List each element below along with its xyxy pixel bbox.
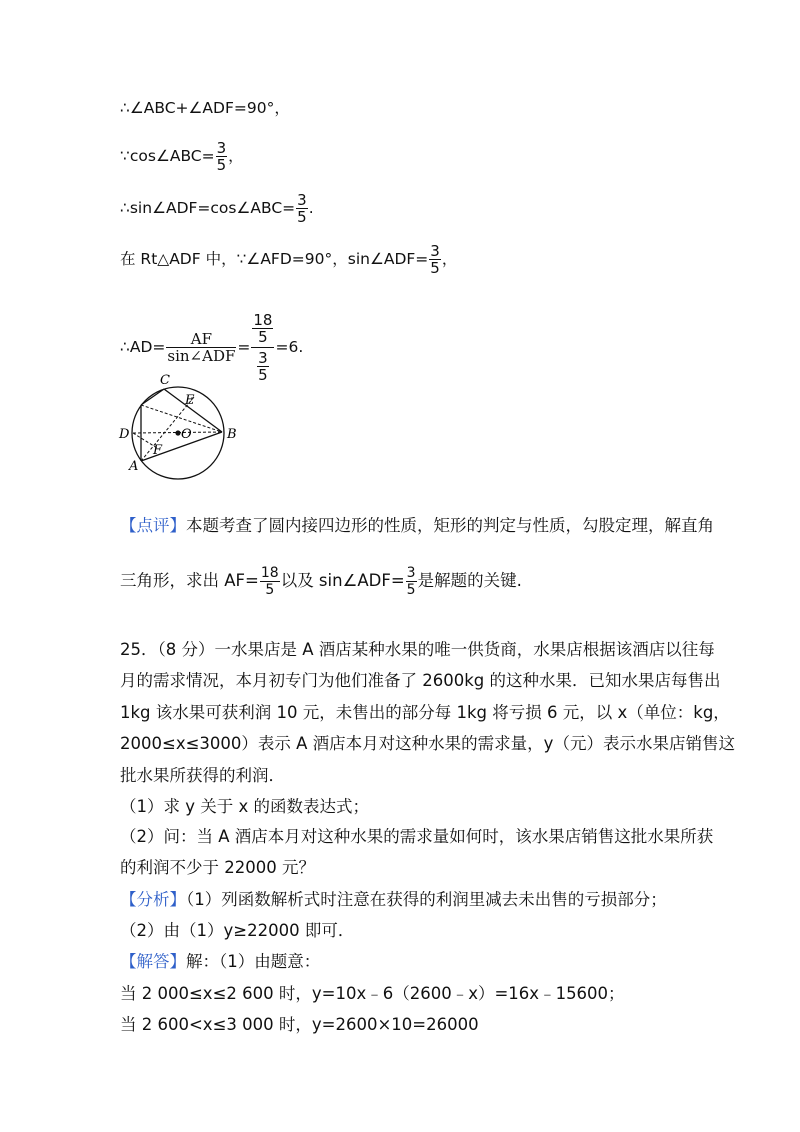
line-rt-triangle (120, 243, 457, 276)
label-e: E (185, 393, 195, 408)
text: 解：（1）由题意： (186, 952, 321, 971)
numerator: 18 (260, 565, 279, 581)
numerator: 3 (406, 565, 416, 581)
problem-line-2: 月的需求情况，本月初专门为他们准备了 2600kg 的这种水果．已知水果店每售出 (120, 671, 721, 690)
numerator: 3 (430, 242, 440, 260)
fraction (296, 192, 308, 225)
problem-line-3: 1kg 该水果可获利润 10 元，未售出的部分每 1kg 将亏损 6 元，以 x（单位：kg， (120, 703, 730, 722)
text: ， (228, 147, 244, 165)
fraction (216, 140, 228, 173)
numerator: AF (190, 330, 213, 348)
text: ∴sin∠ADF=cos∠ABC= (120, 199, 296, 217)
analysis-line-2: （2）由（1）y≥22000 即可． (120, 921, 355, 940)
answer-line-3: 当 2 600<x≤3 000 时，y=2600×10=26000 (120, 1015, 479, 1034)
label-c: C (160, 373, 170, 388)
line-cos-abc (120, 140, 244, 173)
text: （1）列函数解析式时注意在获得的利润里减去未出售的亏损部分； (186, 890, 667, 909)
fraction-af-over-sin (166, 331, 236, 364)
analysis-tag: 【分析】 (120, 890, 186, 909)
fraction (406, 565, 417, 598)
denominator: 5 (258, 366, 268, 384)
question-2-line-2: 的利润不少于 22000 元？ (120, 858, 315, 877)
text: ， (441, 250, 458, 268)
text: 三角形，求出 AF= (120, 571, 259, 590)
text: =6. (275, 338, 304, 356)
analysis-line-1 (120, 890, 667, 910)
text: 在 Rt△ADF 中，∵∠AFD=90°，sin∠ADF= (120, 250, 429, 268)
text: 本题考查了圆内接四边形的性质，矩形的判定与性质，勾股定理，解直角 (186, 516, 714, 535)
label-f: F (153, 443, 163, 458)
denominator: 5 (297, 208, 307, 226)
label-o: O (181, 427, 192, 442)
line-sin-adf (120, 192, 314, 225)
text: . (308, 199, 314, 217)
text: ∴AD= (120, 338, 166, 356)
circle-geometry-figure (115, 372, 255, 482)
comment-tag: 【点评】 (120, 516, 186, 535)
comment-line-1 (120, 516, 714, 536)
problem-line-5: 批水果所获得的利润． (120, 766, 285, 785)
numerator: 3 (297, 191, 307, 209)
lower-fraction (257, 350, 269, 383)
text: 是解题的关键. (417, 571, 522, 590)
center-point (175, 430, 180, 435)
fraction (429, 243, 441, 276)
denominator: 5 (216, 156, 227, 174)
text: 以及 sin∠ADF= (280, 571, 405, 590)
denominator: sin∠ADF (167, 347, 236, 365)
denominator: 5 (258, 328, 268, 346)
problem-line-1: 25．（8 分）一水果店是 A 酒店某种水果的唯一供货商，水果店根据该酒店以往每 (120, 640, 715, 659)
upper-fraction (252, 312, 273, 345)
comment-line-2 (120, 565, 522, 598)
answer-line-2: 当 2 000≤x≤2 600 时，y=10x﹣6（2600﹣x）=16x﹣15600； (120, 984, 625, 1003)
line-angle-sum: ∴∠ABC+∠ADF=90°， (120, 99, 290, 117)
numerator: 3 (216, 139, 227, 157)
label-b: B (227, 427, 237, 442)
denominator: 5 (265, 582, 275, 598)
problem-line-4: 2000≤x≤3000）表示 A 酒店本月对这种水果的需求量，y（元）表示水果店销售这 (120, 734, 735, 753)
text: ∵cos∠ABC= (120, 147, 215, 165)
question-2-line-1: （2）问：当 A 酒店本月对这种水果的需求量如何时，该水果店销售这批水果所获 (120, 827, 714, 846)
answer-tag: 【解答】 (120, 952, 186, 971)
denominator: 5 (406, 582, 416, 598)
text: = (237, 338, 251, 356)
denominator: 5 (430, 259, 440, 277)
fraction (260, 565, 280, 598)
question-1: （1）求 y 关于 x 的函数表达式； (120, 797, 370, 816)
label-d: D (119, 427, 130, 442)
answer-line-1 (120, 952, 320, 972)
numerator: 18 (253, 311, 273, 329)
label-a: A (129, 459, 139, 474)
numerator: 3 (258, 349, 268, 367)
